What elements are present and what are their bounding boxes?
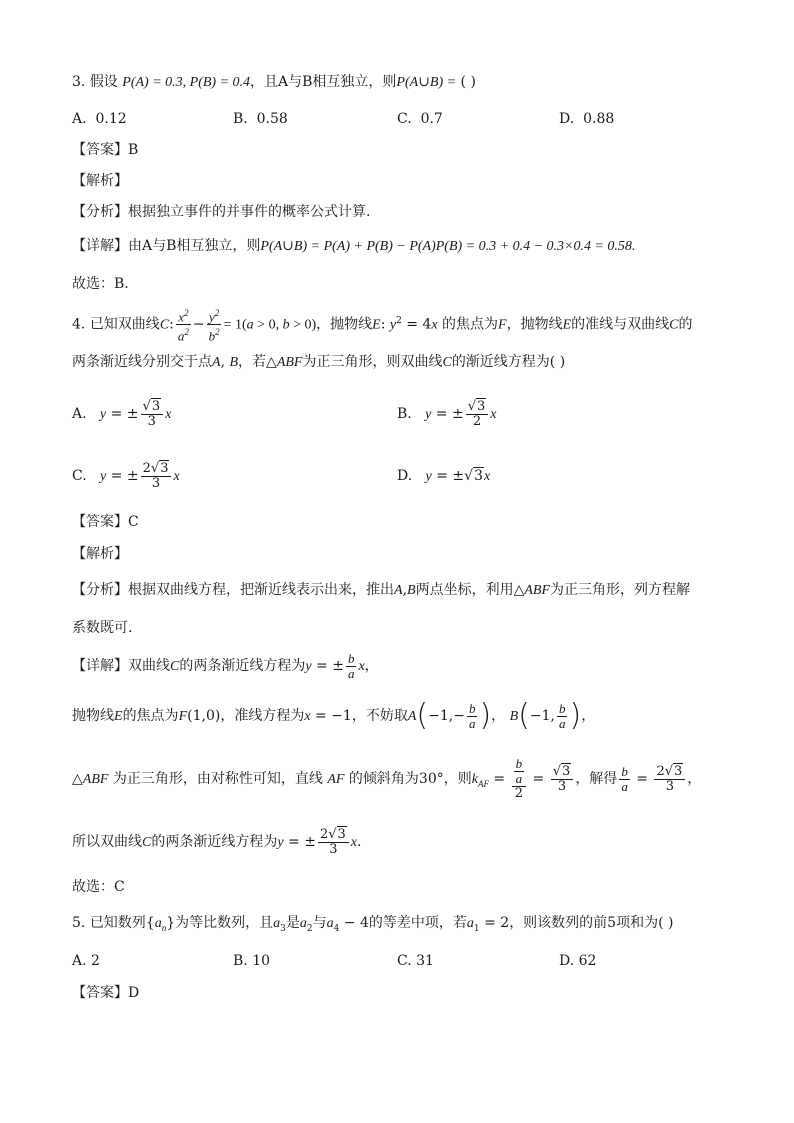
q4-xiangjie-line1: 【详解】双曲线C的两条渐近线方程为y = ± $\frac{b}{a}$ x，: [72, 650, 379, 681]
q5-option-c: C. 31: [397, 953, 434, 969]
q4-analysis-heading: 【解析】: [72, 546, 128, 562]
q4-option-c: C. y = ± $\frac{2√3}{3}$ x: [72, 460, 180, 491]
q3-mid: ，且A与B相互独立，则: [250, 74, 397, 90]
q4-option-a: A. y = ± $\frac{√3}{3}$ x: [72, 398, 172, 429]
q3-xiangjie: 【详解】由A与B相互独立，则P(A∪B) = P(A) + P(B) − P(A)P(B) = 0.3 + 0.4 − 0.3×0.4 = 0.58.: [72, 238, 636, 254]
q3-answer: 【答案】B: [72, 142, 139, 158]
q3-union: P(A∪B) =: [396, 75, 457, 90]
q4-fenxi-line1: 【分析】根据双曲线方程，把渐近线表示出来，推出A,B两点坐标，利用△ABF为正三角形，列方程解: [72, 582, 691, 598]
q4-stem-line2: 两条渐近线分别交于点A, B，若△ABF为正三角形，则双曲线C的渐近线方程为( ): [72, 354, 566, 370]
q4-answer: 【答案】C: [72, 514, 139, 530]
q4-stem-line1: 4. 已知双曲线C: $\frac{x^2}{a^2}$ − $\frac{y^2}{b^2}$ = 1(a > 0, b > 0)，抛物线E: $y^2 = 4x$ 的焦点为F，抛物线E的准线与双曲线C的: [72, 307, 693, 344]
q3-number: 3.: [72, 74, 86, 90]
q3-choice: 故选：B.: [72, 276, 129, 292]
q5-answer: 【答案】D: [72, 985, 140, 1001]
q4-option-b: B. y = ± $\frac{√3}{2}$ x: [397, 398, 497, 429]
q5-option-d: D. 62: [559, 953, 597, 969]
q5-option-b: B. 10: [233, 953, 271, 969]
q3-option-b: B. 0.58: [233, 111, 288, 127]
q3-analysis-heading: 【解析】: [72, 173, 128, 189]
q4-choice: 故选：C: [72, 879, 125, 895]
q3-prefix: 假设: [89, 74, 118, 90]
q4-xiangjie-line3: △ABF 为正三角形，由对称性可知，直线 AF 的倾斜角为30°，则$k_{AF}$ = $\frac{\frac{b}{a}}{2}$ = $\frac{√3}{3}$ ，解得 $\frac{b}{a}$ = $\frac{2√3}{3}$ ，: [72, 756, 702, 801]
q3-fenxi: 【分析】根据独立事件的并事件的概率公式计算.: [72, 204, 371, 220]
q3-option-a: A. 0.12: [72, 111, 127, 127]
q5-option-a: A. 2: [72, 953, 100, 969]
q4-xiangjie-line4: 所以双曲线C的两条渐近线方程为y = ± $\frac{2√3}{3}$ x.: [72, 826, 362, 857]
q3-option-d: D. 0.88: [559, 111, 615, 127]
q3-probabilities: P(A) = 0.3, P(B) = 0.4: [122, 75, 251, 90]
q3-blank: ( ): [460, 74, 476, 90]
q4-option-d: D. y = ±√3x: [397, 468, 491, 484]
q3-option-c: C. 0.7: [397, 111, 443, 127]
q3-stem: [72, 72, 476, 93]
q5-stem: 5. 已知数列$\{a_n\}$为等比数列，且$a_3$是$a_2$与$a_4 - 4$的等差中项，若$a_1 = 2$，则该数列的前5项和为( ): [72, 915, 674, 934]
q4-xiangjie-line2: 抛物线E的焦点为F(1,0)，准线方程为x = −1，不妨取A(−1,− $\frac{b}{a}$ )， B(−1, $\frac{b}{a}$ )，: [72, 698, 596, 733]
q4-fenxi-line2: 系数既可.: [72, 620, 133, 636]
